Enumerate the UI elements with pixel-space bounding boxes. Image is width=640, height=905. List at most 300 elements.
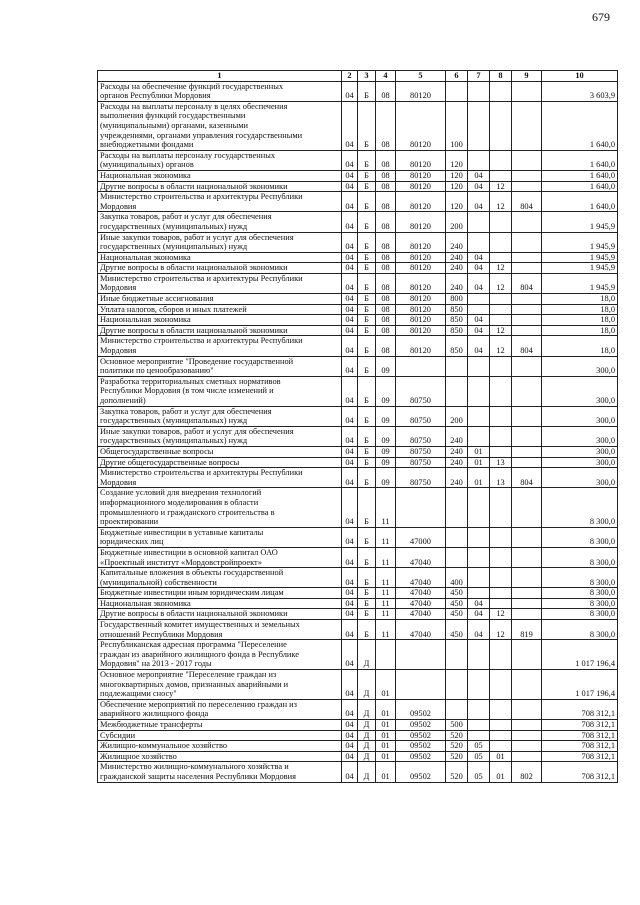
cell-code-subprogram: 09 [376,457,396,468]
cell-code-target: 80750 [396,426,446,446]
cell-code-department: 804 [512,192,542,212]
cell-code-target: 80750 [396,468,446,488]
cell-code-expense-type: 240 [446,252,468,263]
cell-amount: 18,0 [542,294,618,305]
cell-code-ministry: 04 [342,336,358,356]
cell-code-ministry: 04 [342,356,358,376]
cell-code-expense-type: 520 [446,762,468,782]
cell-code-expense-type [446,640,468,670]
table-row [98,640,618,670]
cell-code-ministry: 04 [342,446,358,457]
cell-code-subprogram: 08 [376,263,396,274]
cell-code-subsection [490,212,512,232]
cell-code-expense-type: 240 [446,232,468,252]
cell-name: Министерство жилищно-коммунального хозяйства и гражданской защиты населения Республики Мордовия [98,762,342,782]
cell-code-target: 47000 [396,527,446,547]
cell-code-subsection [490,170,512,181]
table-row [98,751,618,762]
cell-name: Национальная экономика [98,315,342,326]
cell-code-section: 04 [468,620,490,640]
cell-code-section: 04 [468,192,490,212]
cell-code-subprogram: 09 [376,406,396,426]
cell-code-section: 05 [468,741,490,752]
cell-amount: 1 640,0 [542,101,618,150]
cell-code-ministry: 04 [342,547,358,567]
cell-amount: 300,0 [542,356,618,376]
table-row [98,468,618,488]
cell-code-subprogram: 01 [376,730,396,741]
cell-code-subprogram: 01 [376,670,396,700]
cell-code-target: 09502 [396,741,446,752]
cell-code-expense-type: 240 [446,263,468,274]
cell-name: Расходы на выплаты персоналу в целях обеспечения выполнения функций государственными (муниципальными) органами, казенными учреждениями, органами управления государственными внебюджетными фондами [98,101,342,150]
cell-code-subsection [490,741,512,752]
cell-code-expense-type: 520 [446,730,468,741]
cell-code-subprogram: 08 [376,170,396,181]
cell-code-program: Б [358,101,376,150]
table-row [98,192,618,212]
cell-amount: 300,0 [542,446,618,457]
table-row [98,263,618,274]
cell-code-department [512,426,542,446]
cell-code-section: 04 [468,263,490,274]
cell-code-subsection [490,640,512,670]
cell-code-target: 09502 [396,720,446,731]
cell-code-expense-type [446,488,468,527]
cell-code-target: 80120 [396,336,446,356]
cell-code-section [468,212,490,232]
cell-code-department [512,356,542,376]
cell-code-ministry: 04 [342,181,358,192]
cell-code-section [468,547,490,567]
cell-name: Основное мероприятие "Переселение граждан из многоквартирных домов, признанных аварийными и подлежащими сносу" [98,670,342,700]
cell-code-ministry: 04 [342,426,358,446]
cell-name: Субсидии [98,730,342,741]
cell-amount: 8 300,0 [542,588,618,599]
cell-amount: 1 017 196,4 [542,670,618,700]
cell-code-expense-type: 100 [446,101,468,150]
cell-code-subprogram: 11 [376,547,396,567]
cell-code-target: 80120 [396,315,446,326]
cell-code-subprogram: 01 [376,762,396,782]
cell-code-subsection [490,356,512,376]
cell-code-department [512,263,542,274]
cell-code-department [512,81,542,101]
table-row [98,762,618,782]
cell-code-section [468,588,490,599]
column-header: 2 [342,71,358,82]
cell-code-expense-type: 120 [446,150,468,170]
cell-name: Другие вопросы в области национальной экономики [98,325,342,336]
cell-code-section [468,730,490,741]
cell-code-subprogram: 08 [376,192,396,212]
cell-code-program: Б [358,336,376,356]
cell-code-department [512,730,542,741]
cell-code-target: 09502 [396,699,446,719]
cell-code-program: Б [358,588,376,599]
table-row [98,150,618,170]
cell-name: Государственный комитет имущественных и земельных отношений Республики Мордовия [98,620,342,640]
cell-amount: 1 945,9 [542,263,618,274]
cell-code-section: 04 [468,170,490,181]
cell-code-department [512,741,542,752]
cell-code-ministry: 04 [342,304,358,315]
cell-name: Другие вопросы в области национальной экономики [98,609,342,620]
table-row [98,457,618,468]
cell-code-subsection [490,376,512,406]
cell-amount: 300,0 [542,457,618,468]
cell-code-target: 80120 [396,150,446,170]
cell-code-program: Б [358,170,376,181]
cell-code-department [512,181,542,192]
cell-code-ministry: 04 [342,273,358,293]
cell-code-target: 80120 [396,263,446,274]
cell-code-section [468,699,490,719]
cell-code-subprogram: 08 [376,325,396,336]
cell-code-department: 819 [512,620,542,640]
table-row [98,527,618,547]
cell-code-ministry: 04 [342,315,358,326]
cell-code-expense-type [446,81,468,101]
cell-code-subprogram: 08 [376,81,396,101]
cell-amount: 1 640,0 [542,181,618,192]
cell-code-section: 01 [468,457,490,468]
table-row [98,720,618,731]
cell-code-expense-type: 240 [446,273,468,293]
cell-code-department [512,588,542,599]
cell-code-department [512,751,542,762]
cell-code-department [512,446,542,457]
cell-code-subsection [490,730,512,741]
cell-code-subprogram: 01 [376,751,396,762]
cell-code-program: Б [358,304,376,315]
cell-amount: 708 312,1 [542,720,618,731]
cell-code-program: Б [358,212,376,232]
budget-table [97,70,618,783]
cell-amount: 8 300,0 [542,488,618,527]
cell-code-ministry: 04 [342,730,358,741]
cell-code-department [512,670,542,700]
column-header: 3 [358,71,376,82]
cell-code-subsection: 12 [490,620,512,640]
cell-code-program: Б [358,598,376,609]
cell-code-section [468,426,490,446]
cell-code-section [468,294,490,305]
cell-amount: 1 640,0 [542,192,618,212]
cell-code-program: Б [358,181,376,192]
cell-code-expense-type: 500 [446,720,468,731]
cell-code-program: Б [358,446,376,457]
table-row [98,232,618,252]
cell-code-section: 05 [468,751,490,762]
cell-code-target: 80120 [396,304,446,315]
cell-code-department [512,699,542,719]
cell-code-section [468,527,490,547]
cell-name: Жилищное хозяйство [98,751,342,762]
cell-code-subprogram: 11 [376,598,396,609]
cell-code-program: Б [358,232,376,252]
cell-code-section [468,640,490,670]
cell-code-subsection [490,252,512,263]
cell-code-ministry: 04 [342,720,358,731]
cell-code-subsection [490,315,512,326]
cell-code-subsection [490,670,512,700]
cell-code-target: 09502 [396,762,446,782]
column-header: 4 [376,71,396,82]
table-row [98,101,618,150]
cell-name: Иные закупки товаров, работ и услуг для обеспечения государственных (муниципальных) нужд [98,426,342,446]
cell-code-subprogram: 08 [376,181,396,192]
cell-code-section [468,406,490,426]
cell-code-section: 05 [468,762,490,782]
cell-code-subsection [490,488,512,527]
cell-code-ministry: 04 [342,609,358,620]
column-header: 1 [98,71,342,82]
cell-code-expense-type: 520 [446,751,468,762]
cell-code-program: Б [358,609,376,620]
cell-code-subprogram: 09 [376,426,396,446]
cell-code-subprogram: 01 [376,699,396,719]
cell-code-ministry: 04 [342,457,358,468]
cell-code-department [512,232,542,252]
cell-code-subprogram: 08 [376,232,396,252]
cell-code-subprogram: 11 [376,488,396,527]
cell-amount: 18,0 [542,325,618,336]
table-row [98,273,618,293]
cell-code-ministry: 04 [342,232,358,252]
cell-code-subprogram: 08 [376,252,396,263]
cell-code-department [512,488,542,527]
cell-code-subprogram: 08 [376,315,396,326]
cell-code-expense-type: 450 [446,588,468,599]
cell-code-subsection [490,294,512,305]
table-row [98,670,618,700]
cell-code-subsection [490,304,512,315]
table-row [98,488,618,527]
cell-code-subsection: 12 [490,263,512,274]
cell-code-target: 09502 [396,730,446,741]
cell-amount: 1 640,0 [542,170,618,181]
cell-code-subsection [490,101,512,150]
cell-code-expense-type: 850 [446,336,468,356]
cell-code-ministry: 04 [342,263,358,274]
cell-code-program: Д [358,751,376,762]
cell-code-program: Б [358,252,376,263]
table-header-row [98,71,618,82]
cell-code-program: Д [358,741,376,752]
cell-code-ministry: 04 [342,620,358,640]
cell-code-subprogram: 09 [376,446,396,457]
cell-code-program: Б [358,273,376,293]
cell-code-target: 47040 [396,609,446,620]
table-row [98,294,618,305]
cell-code-department [512,304,542,315]
cell-code-target: 09502 [396,751,446,762]
cell-code-target: 80120 [396,294,446,305]
cell-name: Расходы на обеспечение функций государственных органов Республики Мордовия [98,81,342,101]
cell-code-ministry: 04 [342,192,358,212]
cell-code-subsection: 13 [490,457,512,468]
cell-amount: 300,0 [542,468,618,488]
cell-code-subprogram: 11 [376,609,396,620]
column-header: 10 [542,71,618,82]
cell-code-subsection [490,720,512,731]
cell-code-program: Б [358,263,376,274]
table-row [98,212,618,232]
cell-code-ministry: 04 [342,101,358,150]
cell-code-program: Б [358,315,376,326]
cell-amount: 708 312,1 [542,699,618,719]
cell-code-program: Б [358,620,376,640]
cell-code-target: 80120 [396,212,446,232]
cell-code-ministry: 04 [342,468,358,488]
cell-code-target: 80120 [396,81,446,101]
cell-code-expense-type: 800 [446,294,468,305]
cell-name: Межбюджетные трансферты [98,720,342,731]
cell-code-program: Д [358,670,376,700]
cell-code-target: 47040 [396,568,446,588]
cell-code-program: Б [358,468,376,488]
cell-amount: 708 312,1 [542,741,618,752]
cell-amount: 8 300,0 [542,609,618,620]
cell-code-subsection [490,232,512,252]
table-row [98,315,618,326]
table-row [98,336,618,356]
cell-code-expense-type: 850 [446,315,468,326]
cell-code-subsection [490,699,512,719]
cell-code-ministry: 04 [342,212,358,232]
cell-name: Бюджетные инвестиции в основной капитал ОАО «Проектный институт «Мордовстройпроект» [98,547,342,567]
cell-code-target: 80120 [396,101,446,150]
cell-code-ministry: 04 [342,170,358,181]
cell-code-expense-type [446,376,468,406]
cell-code-section [468,81,490,101]
cell-name: Иные закупки товаров, работ и услуг для обеспечения государственных (муниципальных) нужд [98,232,342,252]
cell-code-department [512,212,542,232]
cell-code-program: Б [358,150,376,170]
cell-code-section: 04 [468,336,490,356]
cell-code-subsection: 01 [490,751,512,762]
cell-code-section [468,356,490,376]
cell-name: Министерство строительства и архитектуры Республики Мордовия [98,192,342,212]
cell-amount: 708 312,1 [542,762,618,782]
cell-code-department: 804 [512,273,542,293]
cell-code-department: 804 [512,468,542,488]
cell-name: Национальная экономика [98,170,342,181]
cell-code-subprogram: 11 [376,527,396,547]
cell-code-target: 80750 [396,376,446,406]
cell-amount: 18,0 [542,315,618,326]
cell-code-ministry: 04 [342,699,358,719]
cell-name: Создание условий для внедрения технологий информационного моделирования в области промышленного и гражданского строительства в проектировании [98,488,342,527]
cell-amount: 8 300,0 [542,568,618,588]
cell-code-ministry: 04 [342,488,358,527]
cell-code-program: Б [358,547,376,567]
cell-code-ministry: 04 [342,81,358,101]
cell-code-target: 47040 [396,547,446,567]
cell-code-program: Б [358,376,376,406]
cell-name: Закупка товаров, работ и услуг для обеспечения государственных (муниципальных) нужд [98,406,342,426]
cell-code-target: 80120 [396,273,446,293]
cell-name: Республиканская адресная программа "Переселение граждан из аварийного жилищного фонда в Республике Мордовия" на 2013 - 2017 годы [98,640,342,670]
cell-code-ministry: 04 [342,588,358,599]
cell-code-ministry: 04 [342,376,358,406]
cell-code-ministry: 04 [342,325,358,336]
cell-amount: 8 300,0 [542,547,618,567]
cell-code-target: 47040 [396,588,446,599]
table-body [98,81,618,782]
cell-code-target: 47040 [396,620,446,640]
cell-code-expense-type: 120 [446,170,468,181]
cell-code-program: Б [358,356,376,376]
cell-code-department [512,598,542,609]
cell-name: Обеспечение мероприятий по переселению граждан из аварийного жилищного фонда [98,699,342,719]
cell-code-target: 80120 [396,232,446,252]
cell-code-subsection [490,598,512,609]
cell-code-department [512,720,542,731]
cell-code-target: 80750 [396,406,446,426]
cell-name: Другие вопросы в области национальной экономики [98,181,342,192]
cell-code-expense-type [446,699,468,719]
cell-amount: 1 945,9 [542,252,618,263]
table-row [98,741,618,752]
cell-code-expense-type [446,527,468,547]
cell-code-subsection [490,150,512,170]
cell-amount: 1 945,9 [542,212,618,232]
cell-code-target: 80120 [396,170,446,181]
cell-code-section [468,488,490,527]
cell-code-department [512,609,542,620]
table-row [98,730,618,741]
cell-code-department [512,294,542,305]
cell-code-expense-type: 450 [446,620,468,640]
cell-code-section [468,101,490,150]
cell-amount: 708 312,1 [542,751,618,762]
cell-code-expense-type: 850 [446,325,468,336]
column-header: 6 [446,71,468,82]
cell-code-target [396,670,446,700]
cell-code-ministry: 04 [342,751,358,762]
cell-code-subprogram: 08 [376,150,396,170]
cell-amount: 708 312,1 [542,730,618,741]
cell-code-section: 04 [468,325,490,336]
cell-code-department [512,406,542,426]
cell-code-department: 802 [512,762,542,782]
column-header: 7 [468,71,490,82]
cell-code-section: 01 [468,468,490,488]
cell-code-expense-type [446,356,468,376]
cell-name: Закупка товаров, работ и услуг для обеспечения государственных (муниципальных) нужд [98,212,342,232]
cell-code-subsection: 12 [490,181,512,192]
cell-code-expense-type: 240 [446,457,468,468]
cell-code-subprogram: 08 [376,294,396,305]
cell-code-section [468,376,490,406]
cell-code-subprogram: 08 [376,273,396,293]
cell-code-program: Д [358,699,376,719]
cell-code-department [512,101,542,150]
table-row [98,376,618,406]
cell-code-subsection: 12 [490,325,512,336]
cell-code-department [512,547,542,567]
cell-code-department [512,527,542,547]
page-number: 679 [592,10,610,24]
cell-code-subprogram: 09 [376,356,396,376]
cell-code-program: Б [358,81,376,101]
cell-code-section: 04 [468,598,490,609]
cell-code-department: 804 [512,336,542,356]
cell-code-target [396,488,446,527]
cell-code-subsection [490,406,512,426]
